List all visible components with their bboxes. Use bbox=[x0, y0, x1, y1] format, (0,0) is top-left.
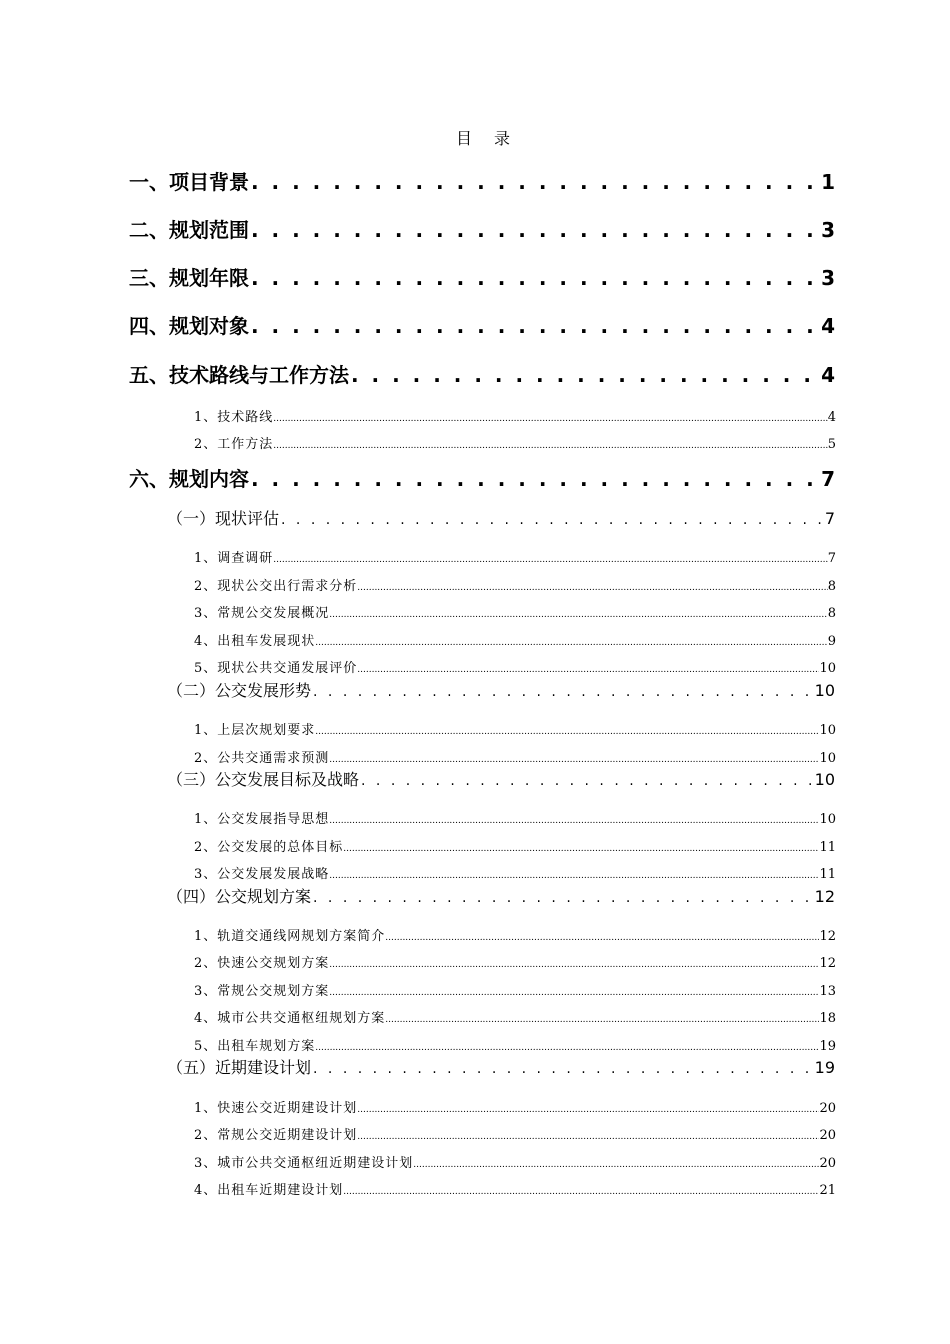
toc-dot-leader bbox=[357, 1101, 819, 1116]
toc-page-number: 10 bbox=[819, 751, 836, 766]
toc-entry-level3[interactable] bbox=[194, 952, 836, 971]
toc-entry-label: 3、城市公共交通枢纽近期建设计划 bbox=[194, 1156, 414, 1171]
toc-dot-leader bbox=[273, 551, 827, 566]
toc-page-number: 1 bbox=[821, 170, 835, 194]
toc-dot-leader bbox=[329, 751, 819, 766]
toc-dot-leader bbox=[281, 509, 823, 528]
toc-entry-level3[interactable] bbox=[194, 433, 836, 452]
toc-entry-level3[interactable] bbox=[194, 547, 836, 566]
toc-dot-leader bbox=[251, 170, 819, 194]
toc-page-number: 7 bbox=[827, 551, 836, 566]
toc-page-number: 4 bbox=[827, 410, 836, 425]
toc-entry-label: （一）现状评估 bbox=[167, 509, 280, 528]
toc-dot-leader bbox=[273, 410, 827, 425]
toc-page-number: 4 bbox=[821, 363, 835, 387]
toc-entry-level1[interactable] bbox=[129, 214, 835, 243]
toc-entry-level3[interactable] bbox=[194, 1124, 836, 1143]
toc-entry-label: （二）公交发展形势 bbox=[167, 681, 312, 700]
toc-entry-label: 五、技术路线与工作方法 bbox=[129, 363, 349, 387]
toc-entry-level3[interactable] bbox=[194, 406, 836, 425]
toc-page-number: 11 bbox=[819, 867, 836, 882]
toc-entry-label: 2、快速公交规划方案 bbox=[194, 956, 330, 971]
toc-page-number: 10 bbox=[819, 661, 836, 676]
toc-dot-leader bbox=[361, 770, 813, 789]
toc-page-number: 21 bbox=[819, 1183, 836, 1198]
toc-dot-leader bbox=[315, 1039, 819, 1054]
toc-page-number: 13 bbox=[819, 984, 836, 999]
toc-entry-level1[interactable] bbox=[129, 310, 835, 339]
toc-entry-level1[interactable] bbox=[129, 359, 835, 388]
toc-page-number: 10 bbox=[819, 812, 836, 827]
toc-dot-leader bbox=[357, 1128, 819, 1143]
toc-entry-level3[interactable] bbox=[194, 602, 836, 621]
toc-entry-label: 5、出租车规划方案 bbox=[194, 1039, 316, 1054]
toc-page-number: 7 bbox=[824, 509, 835, 528]
toc-entry-level3[interactable] bbox=[194, 1152, 836, 1171]
toc-entry-label: 二、规划范围 bbox=[129, 218, 249, 242]
toc-entry-label: （四）公交规划方案 bbox=[167, 887, 312, 906]
toc-entry-level2[interactable] bbox=[167, 678, 835, 701]
toc-dot-leader bbox=[313, 681, 813, 700]
toc-entry-level2[interactable] bbox=[167, 884, 835, 907]
toc-entry-label: 1、轨道交通线网规划方案简介 bbox=[194, 929, 386, 944]
toc-dot-leader bbox=[329, 867, 819, 882]
toc-entry-label: 4、出租车发展现状 bbox=[194, 634, 316, 649]
toc-page-number: 7 bbox=[821, 467, 835, 491]
toc-page-number: 19 bbox=[819, 1039, 836, 1054]
toc-entry-label: 4、城市公共交通枢纽规划方案 bbox=[194, 1011, 386, 1026]
toc-page-number: 18 bbox=[819, 1011, 836, 1026]
toc-dot-leader bbox=[313, 1058, 813, 1077]
toc-dot-leader bbox=[315, 634, 827, 649]
toc-entry-label: 四、规划对象 bbox=[129, 314, 249, 338]
toc-page-number: 9 bbox=[827, 634, 836, 649]
toc-entry-label: 2、公交发展的总体目标 bbox=[194, 840, 344, 855]
toc-title bbox=[0, 126, 950, 149]
toc-entry-level3[interactable] bbox=[194, 719, 836, 738]
toc-dot-leader bbox=[413, 1156, 819, 1171]
toc-dot-leader bbox=[385, 929, 819, 944]
toc-page-number: 5 bbox=[827, 437, 836, 452]
toc-entry-label: 3、常规公交发展概况 bbox=[194, 606, 330, 621]
toc-entry-level3[interactable] bbox=[194, 575, 836, 594]
toc-entry-level3[interactable] bbox=[194, 925, 836, 944]
toc-dot-leader bbox=[251, 266, 819, 290]
toc-entry-label: （三）公交发展目标及战略 bbox=[167, 770, 360, 789]
toc-entry-level1[interactable] bbox=[129, 262, 835, 291]
toc-dot-leader bbox=[343, 840, 819, 855]
toc-page-number: 10 bbox=[819, 723, 836, 738]
toc-dot-leader bbox=[329, 956, 819, 971]
toc-page-number: 20 bbox=[819, 1101, 836, 1116]
toc-entry-level3[interactable] bbox=[194, 1035, 836, 1054]
toc-entry-level3[interactable] bbox=[194, 747, 836, 766]
toc-title-char: 目 bbox=[455, 129, 472, 148]
toc-page-number: 8 bbox=[827, 579, 836, 594]
toc-entry-label: （五）近期建设计划 bbox=[167, 1058, 312, 1077]
toc-dot-leader bbox=[251, 467, 819, 491]
toc-dot-leader bbox=[357, 661, 819, 676]
toc-entry-label: 3、公交发展发展战略 bbox=[194, 867, 330, 882]
toc-page-number: 10 bbox=[814, 770, 835, 789]
toc-entry-label: 2、工作方法 bbox=[194, 437, 274, 452]
toc-entry-label: 2、现状公交出行需求分析 bbox=[194, 579, 358, 594]
toc-page-number: 3 bbox=[821, 266, 835, 290]
toc-entry-label: 一、项目背景 bbox=[129, 170, 249, 194]
toc-entry-label: 1、调查调研 bbox=[194, 551, 274, 566]
toc-page-number: 20 bbox=[819, 1128, 836, 1143]
toc-dot-leader bbox=[351, 363, 819, 387]
toc-entry-level2[interactable] bbox=[167, 1055, 835, 1078]
toc-entry-label: 4、出租车近期建设计划 bbox=[194, 1183, 344, 1198]
toc-entry-level3[interactable] bbox=[194, 630, 836, 649]
toc-dot-leader bbox=[313, 887, 813, 906]
toc-page-number: 3 bbox=[821, 218, 835, 242]
toc-entry-label: 3、常规公交规划方案 bbox=[194, 984, 330, 999]
toc-dot-leader bbox=[251, 314, 819, 338]
toc-dot-leader bbox=[315, 723, 819, 738]
toc-entry-level1[interactable] bbox=[129, 166, 835, 195]
toc-entry-label: 三、规划年限 bbox=[129, 266, 249, 290]
toc-entry-level3[interactable] bbox=[194, 1007, 836, 1026]
toc-entry-label: 2、公共交通需求预测 bbox=[194, 751, 330, 766]
toc-entry-level1[interactable] bbox=[129, 463, 835, 492]
toc-page-number: 12 bbox=[819, 956, 836, 971]
toc-entry-label: 2、常规公交近期建设计划 bbox=[194, 1128, 358, 1143]
toc-page-number: 20 bbox=[819, 1156, 836, 1171]
toc-entry-level3[interactable] bbox=[194, 1097, 836, 1116]
toc-page-number: 4 bbox=[821, 314, 835, 338]
toc-dot-leader bbox=[329, 984, 819, 999]
toc-page-number: 11 bbox=[819, 840, 836, 855]
toc-entry-label: 1、快速公交近期建设计划 bbox=[194, 1101, 358, 1116]
toc-entry-label: 1、公交发展指导思想 bbox=[194, 812, 330, 827]
toc-page-number: 12 bbox=[819, 929, 836, 944]
toc-entry-label: 1、技术路线 bbox=[194, 410, 274, 425]
toc-dot-leader bbox=[357, 579, 827, 594]
toc-entry-level2[interactable] bbox=[167, 767, 835, 790]
toc-dot-leader bbox=[385, 1011, 819, 1026]
toc-dot-leader bbox=[329, 606, 827, 621]
toc-dot-leader bbox=[251, 218, 819, 242]
toc-entry-level3[interactable] bbox=[194, 980, 836, 999]
toc-title-char: 录 bbox=[494, 129, 511, 148]
toc-page-number: 10 bbox=[814, 681, 835, 700]
toc-entry-level2[interactable] bbox=[167, 506, 835, 529]
toc-page-number: 12 bbox=[814, 887, 835, 906]
toc-entry-level3[interactable] bbox=[194, 808, 836, 827]
toc-dot-leader bbox=[343, 1183, 819, 1198]
toc-entry-label: 1、上层次规划要求 bbox=[194, 723, 316, 738]
toc-entry-label: 六、规划内容 bbox=[129, 467, 249, 491]
toc-page-number: 8 bbox=[827, 606, 836, 621]
toc-page-number: 19 bbox=[814, 1058, 835, 1077]
toc-entry-label: 5、现状公共交通发展评价 bbox=[194, 661, 358, 676]
toc-entry-level3[interactable] bbox=[194, 1179, 836, 1198]
toc-entry-level3[interactable] bbox=[194, 863, 836, 882]
toc-entry-level3[interactable] bbox=[194, 657, 836, 676]
toc-dot-leader bbox=[329, 812, 819, 827]
toc-entry-level3[interactable] bbox=[194, 836, 836, 855]
toc-dot-leader bbox=[273, 437, 827, 452]
